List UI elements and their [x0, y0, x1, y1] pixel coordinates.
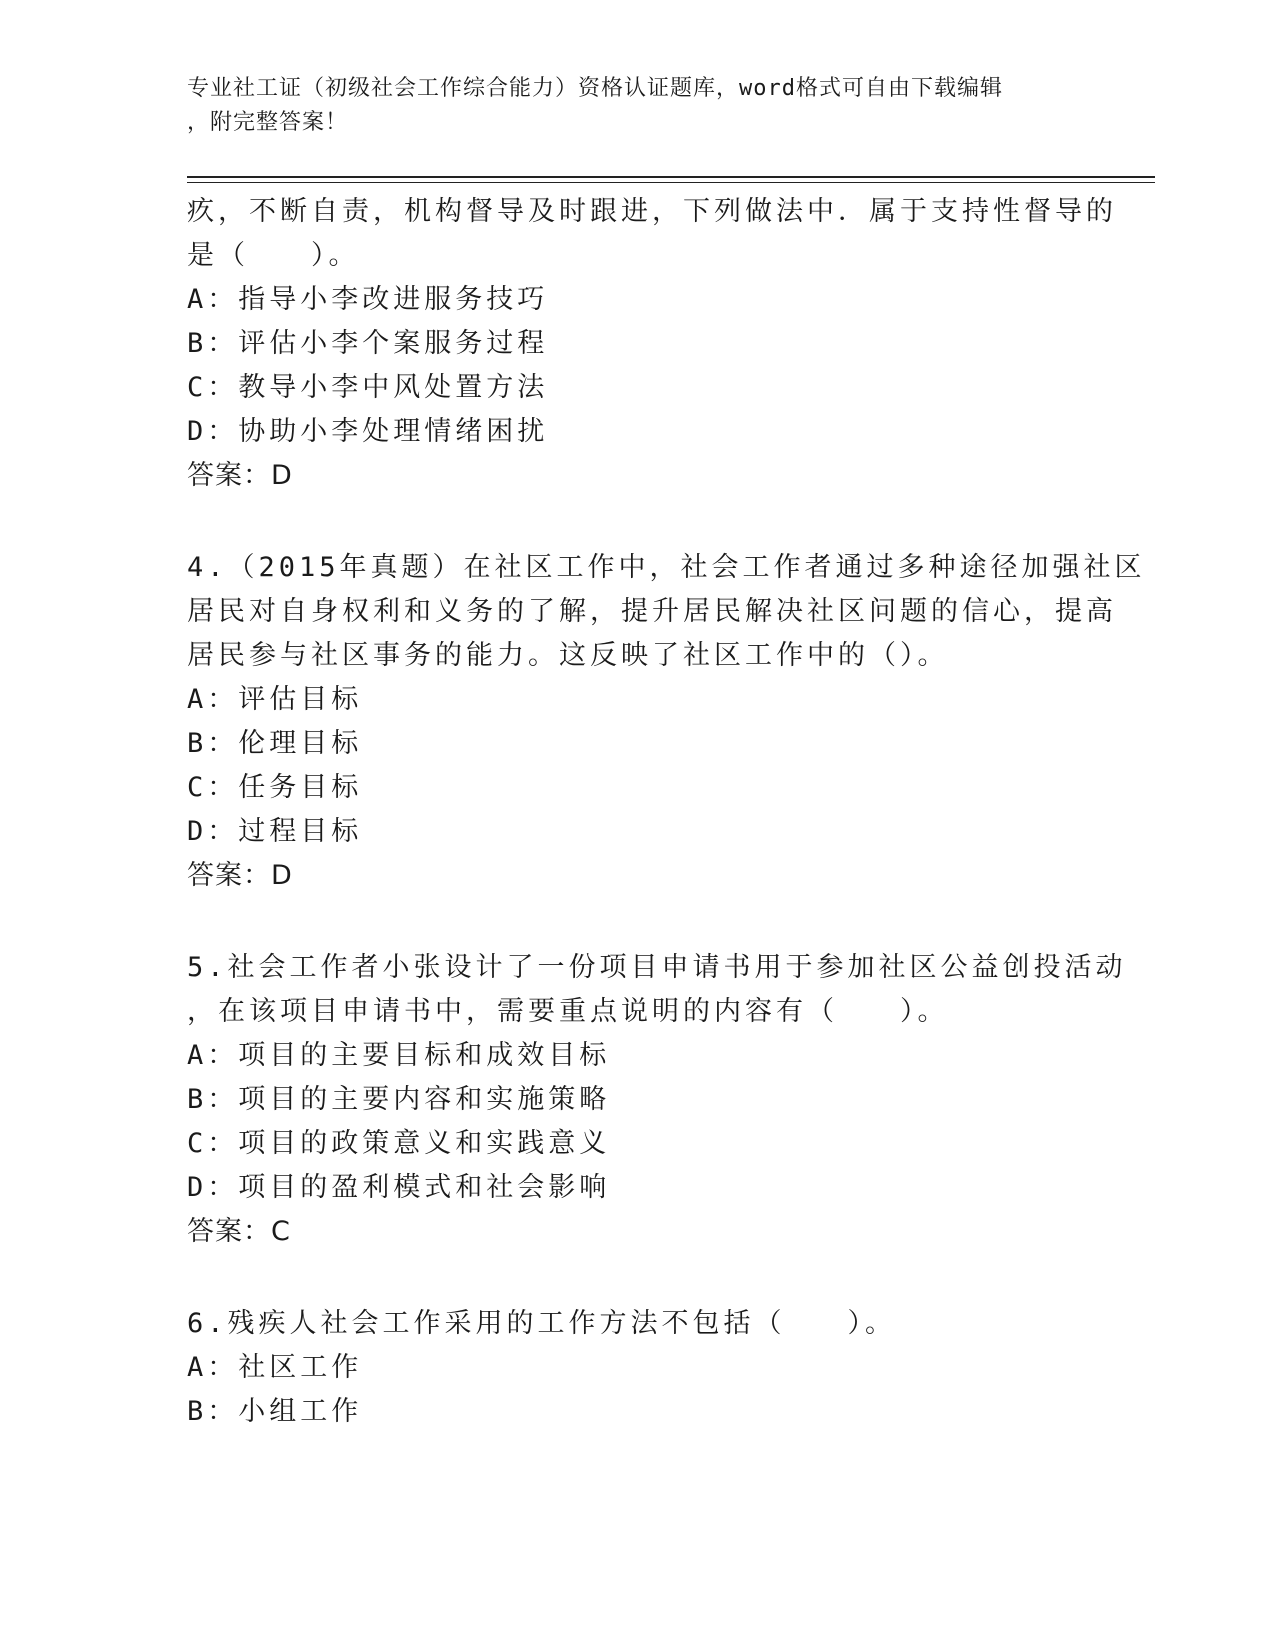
option-a: A：社区工作 — [187, 1352, 363, 1383]
question-stem-line: 疚，不断自责，机构督导及时跟进，下列做法中．属于支持性督导的 — [187, 196, 1117, 227]
question-3 — [187, 190, 1117, 498]
option-b: B：小组工作 — [187, 1396, 363, 1427]
option-a: A：评估目标 — [187, 684, 363, 715]
option-d: D：协助小李处理情绪困扰 — [187, 416, 549, 447]
option-c: C：教导小李中风处置方法 — [187, 372, 549, 403]
question-stem-line: 6.残疾人社会工作采用的工作方法不包括（ ）。 — [187, 1308, 897, 1339]
question-stem-line: 居民对自身权利和义务的了解，提升居民解决社区问题的信心，提高 — [187, 596, 1117, 627]
answer: 答案：D — [187, 860, 293, 891]
option-d: D：过程目标 — [187, 816, 363, 847]
question-stem-line: 4.（2015年真题）在社区工作中，社会工作者通过多种途径加强社区 — [187, 552, 1146, 583]
option-a: A：指导小李改进服务技巧 — [187, 284, 549, 315]
option-b: B：项目的主要内容和实施策略 — [187, 1084, 611, 1115]
question-stem-line: 5.社会工作者小张设计了一份项目申请书用于参加社区公益创投活动 — [187, 952, 1127, 983]
option-a: A：项目的主要目标和成效目标 — [187, 1040, 611, 1071]
header-title-line2: ，附完整答案！ — [187, 110, 349, 135]
question-stem-line: 是（ ）。 — [187, 240, 360, 271]
answer: 答案：D — [187, 460, 293, 491]
answer: 答案：C — [187, 1216, 291, 1247]
question-stem-line: 居民参与社区事务的能力。这反映了社区工作中的（）。 — [187, 640, 949, 671]
question-5 — [187, 946, 1127, 1254]
header-divider-thin — [187, 182, 1155, 183]
question-4 — [187, 546, 1146, 898]
option-b: B：伦理目标 — [187, 728, 363, 759]
option-c: C：项目的政策意义和实践意义 — [187, 1128, 611, 1159]
question-list — [187, 190, 1146, 1434]
option-d: D：项目的盈利模式和社会影响 — [187, 1172, 611, 1203]
header-divider-thick — [187, 176, 1155, 178]
question-6 — [187, 1302, 1087, 1434]
question-stem-line: ，在该项目申请书中，需要重点说明的内容有（ ）。 — [187, 996, 949, 1027]
page-header — [187, 72, 1067, 140]
option-c: C：任务目标 — [187, 772, 363, 803]
option-b: B：评估小李个案服务过程 — [187, 328, 549, 359]
header-title-line1: 专业社工证（初级社会工作综合能力）资格认证题库，word格式可自由下载编辑 — [187, 76, 1003, 101]
